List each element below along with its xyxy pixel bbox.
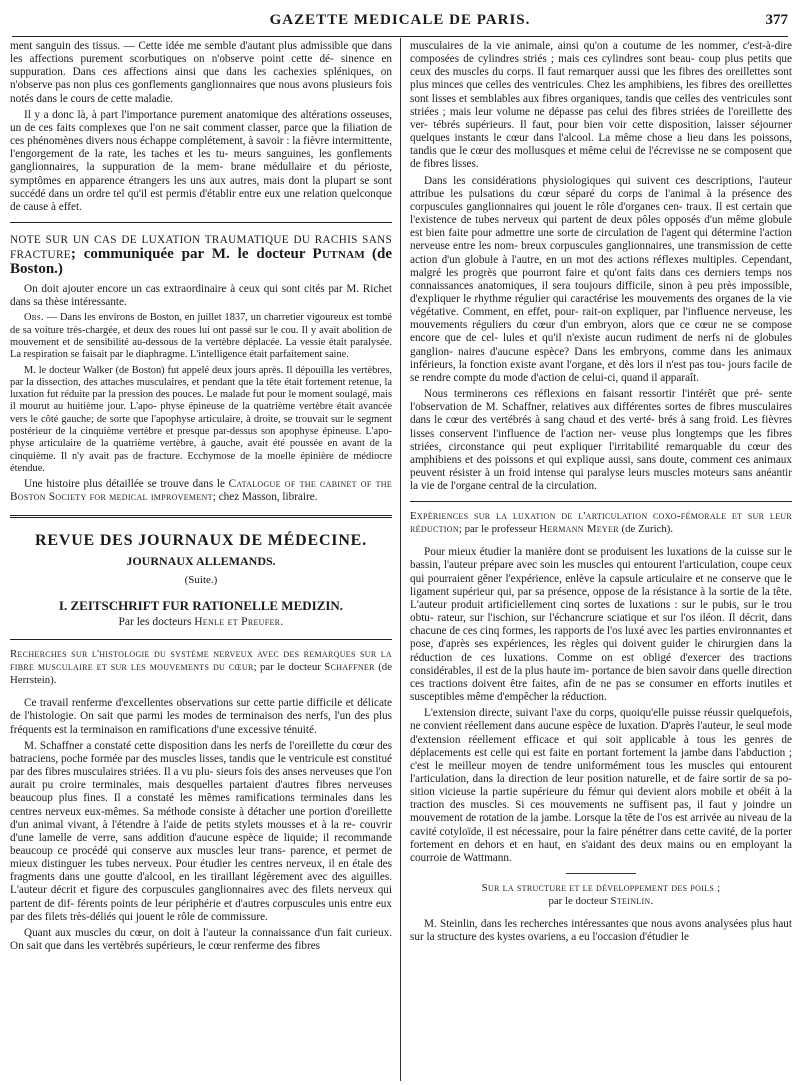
article-author: Hermann Meyer xyxy=(539,523,619,536)
paragraph: On doit ajouter encore un cas extraordinaire à ceux qui sont cités par M. Richet dans sa thèse intéressante. xyxy=(10,283,392,309)
section-rule xyxy=(410,501,792,502)
catalogue-publisher: ; chez Masson, libraire. xyxy=(212,491,318,504)
section-double-rule xyxy=(10,515,392,518)
catalogue-title: Catalogue of the cabinet of the Boston Society for medical improvement xyxy=(10,478,392,504)
article-byline: ; par le professeur xyxy=(458,523,537,536)
article-author-place: (de Zurich). xyxy=(621,523,674,536)
observation-text: — Dans les environs de Boston, en juillet 1837, un charretier vigoureux est tombé de sa voiture très-chargée, et deux des roues lui ont passé sur le cou. Il y avait abolition de mouvement et de sensibilité au-dessous de la vertèbre déplacée. La vessie était paralysée. La respiration se faisait par le diaphragme. L'intelligence était parfaitement saine. xyxy=(10,312,392,361)
editors-prefix: Par les docteurs xyxy=(118,616,192,629)
paragraph: Ce travail renferme d'excellentes observations sur cette partie difficile et délicate de l'histologie. On sait que parmi les modes de terminaison des nerfs, l'un des plus fréquents est la terminaison en ramifications d'une excessive ténuité. xyxy=(10,697,392,736)
observation-continued: M. le docteur Walker (de Boston) fut appelé deux jours après. Il dépouilla les vertèbres, par la dissection, des attaches musculaires, et pendant que la tête était fortement retenue, la luxation fut réduite par la pression des pouces. Le malade fut pour le moment soulagé, mais il mourut au huitième jour. L'apo- physe épineuse de la quatrième vertèbre était avancée vers le côté gauche; de sorte que l'apophyse articulaire, à droite, se trouvait sur le segment postérieur de la cinquième vertèbre et presque par-dessus son apophyse épineuse. L'apo- physe articulaire de la quatrième vertèbre, à gauche, avait été poussée en avant de la cinquième. Il n'y avait pas de fracture. Ecchymose de la moelle épinière de médiocre étendue. xyxy=(10,364,392,474)
journal-name: I. ZEITSCHRIFT FUR RATIONELLE MEDIZIN. xyxy=(58,597,344,613)
paragraph: Nous terminerons ces réflexions en faisant ressortir l'intérêt que pré- sente l'observation de M. Schaffner, relatives aux différentes sortes de fibres musculaires dans le cœur des vertébrés à sang chaud et des verté- brés à sang froid. Les fièvres lisses conservent l'influence de l'action ner- veuse plus longtemps que les fibres striées, circonstance qui peut expliquer l'irritabilité remarquable du cœur des amphibiens et des poissons et qui explique aussi, sans doute, comment ces animaux peuvent résister à un froid intense qui paralyse leurs muscles moteurs sans anéantir la vie de l'organe central de la circulation. xyxy=(410,388,792,493)
article-author-place: (de Herrstein). xyxy=(10,661,392,687)
page-header xyxy=(12,6,788,32)
paragraph: Dans les considérations physiologiques qui suivent ces descriptions, l'auteur attribue les pulsations du cœur séparé du corps de l'animal à la présence des corpuscules ganglionnaires qui jouent le rôle d'organes cen- traux. Il est certain que l'existence de tubes nerveux qui partent de deux pôles opposés d'un même globule est bien faite pour admettre une sorte de circulation de l'agent qui détermine l'action nerveuse entre les nom- breux corpuscules ganglionnaires, une transmission de cette action d'un globule à l'autre, en un mot des actions réflexes multiples. Cependant, malgré les progrès que pourront faire et qu'ont faits dans ces derniers temps nos connaissances anatomiques, il sera toujours difficile, sinon à peu près impossible, d'expliquer le rhythme régulier qui caractérise les mouvements des organes de la vie végétative. Comment, en effet, pour- rait-on expliquer, par l'influence nerveuse, les mouvements réguliers du cœur d'un embryon, alors que ce cœur ne se compose encore que de cel- lules et qu'il n'existe aucun rudiment de nerfs ni de globules ganglion- naires d'aucune espèce? Dans les embryons, comme dans les animaux inférieurs, la fonction existe avant l'organe, et dès lors il n'est pas tou- jours facile de se rendre compte du mode d'action de celui-ci, quand il apparaît. xyxy=(410,174,792,384)
paragraph: ment sanguin des tissus. — Cette idée me semble d'autant plus admissible que dans les affections purement scorbutiques on n'observe point cette dé- sinence en suppuration. Dans ces affections ainsi que dans les cachexies spléniques, on n'observe pas non plus ces gonflements ganglionnaires que nous avons plusieurs fois notés dans le cours de cette maladie. xyxy=(10,40,392,105)
article-heading xyxy=(410,882,792,908)
right-column xyxy=(410,40,792,1080)
article-author: Schaffner xyxy=(324,661,375,674)
article-byline: ; par le docteur xyxy=(253,661,321,674)
paragraph: Il y a donc là, à part l'importance purement anatomique des altérations osseuses, un de ces faits complexes que l'on ne sait comment classer, parce que la filiation de ces phénomènes divers nous échappe complétement, à savoir : la fièvre intermittente, l'engorgement de la rate, les taches et les tu- meurs sanguines, les gonflements ganglionnaires, la suppuration de la mem- brane médullaire et du périoste, symptômes en apparence étrangers les uns aux autres, mais dont la plupart se sont succédé dans un ordre tel qu'il est permis d'établir entre eux une relation quelconque de cause à effet. xyxy=(10,108,392,213)
observation-label: Obs. xyxy=(24,312,44,324)
paragraph: musculaires de la vie animale, ainsi qu'on a coutume de les nommer, c'est-à-dire composées de cylindres striés ; mais ces cylindres sont beau- coup plus petits que ceux des muscles du corps. Il faut remarquer aussi que les fibres des oreillettes sont plus minces que celles des ventricules. Chez les amphibiens, les fibres des oreillettes sont lisses et semblables aux fibres organiques, tandis que celles des ventricules sont striées ; mais leur volume ne dépasse pas celui des fibres striées de l'oreillette des ver- tébrés supérieurs. Il faut, pour bien voir cette disposition, laisser séjourner quelques instants le cœur dans l'alcool. La même chose a lieu dans les poissons, tandis que le cœur des mollusques et même celui de l'écrevisse ne se composent que de fibres lisses. xyxy=(410,40,792,171)
paragraph: L'extension directe, suivant l'axe du corps, quoiqu'elle puisse réussir quelquefois, ne convient réellement dans aucune espèce de luxation. D'après l'auteur, le seul mode d'extension réellement efficace et qui soit applicable à tous les genres de déplacements est celle qui est faite en portant fortement la jambe dans l'abduction ; c'est le meilleur moyen de tendre uniformément tous les muscles qui entourent l'articulation, dans la direction de leur position naturelle, et de faire sortir de sa po- sition vicieuse la partie supérieure du fémur qui devient alors mobile et obéit à la traction des muscles. Si ces mouvements ne suffisent pas, il faut y joindre un mouvement de rotation de la jambe. Lorsque la tête de l'os est arrivée au niveau de la cavité cotyloïde, il est nécessaire, pour la faire pénétrer dans cette cavité, de la porter fortement en dehors et en haut, en s'aidant des deux mains ou en employant la courroie de Wattmann. xyxy=(410,707,792,864)
section-rule xyxy=(10,222,392,223)
subsection-title: JOURNAUX ALLEMANDS. xyxy=(126,553,276,568)
short-rule xyxy=(566,873,636,874)
paragraph: M. Steinlin, dans les recherches intéressantes que nous avons analysées plus haut sur la structure des kystes ovariens, a eu l'occasion d'étudier le xyxy=(410,918,792,944)
article-title: Sur la structure et le développement des poils ; xyxy=(481,882,721,895)
column-divider xyxy=(400,38,401,1081)
article-heading xyxy=(10,648,392,687)
paragraph: M. Schaffner a constaté cette disposition dans les nerfs de l'oreillette du cœur des batraciens, poche formée par des muscles lisses, tandis que le ventricule est constitué par des fibres musculaires striées. Il a vu plu- sieurs fois des anses nerveuses que l'on aurait pu croire terminales, mais desquelles partaient d'autres fibres nerveuses beaucoup plus fines. Il a constaté les mêmes ramifications terminales dans les centres nerveux eux-mêmes. Sa méthode consiste à détacher une portion d'oreillette d'un animal vivant, à l'étendre à l'aide de petits stylets mousses et à la re- couvrir d'une lamelle de verre, sans addition d'aucune espèce de liquide; il recommande beaucoup ce procédé qui conserve aux muscles leur trans- parence, et permet de mieux distinguer les tubes nerveux. Pour étudier les centres nerveux, il en étale des fragments dans une goutte d'alcool, en les tiraillant légèrement avec des aiguilles. L'auteur décrit et figure des corpuscules ganglionnaires avec des filets nerveux qui partent de dif- férents points de leur périphérie et d'autres corpuscules unis entre eux par des filets très-déliés qui jouent le rôle de commissure. xyxy=(10,739,392,923)
article-author: Steinlin. xyxy=(610,895,654,908)
paragraph xyxy=(10,478,392,504)
journal-title: GAZETTE MEDICALE DE PARIS. xyxy=(269,12,531,28)
note-title-caps: NOTE SUR UN CAS DE LUXATION TRAUMATIQUE DU RACHIS SANS FRACTURE xyxy=(10,234,392,262)
note-title-rest: ; communiquée par M. le docteur xyxy=(70,246,306,263)
observation xyxy=(10,312,392,361)
paragraph: Quant aux muscles du cœur, on doit à l'auteur la connaissance d'un fait curieux. On sait que dans les vertèbrés supérieurs, le cœur renferme des fibres xyxy=(10,926,392,953)
page-number: 377 xyxy=(765,12,788,28)
article-byline: par le docteur xyxy=(548,895,608,908)
section-rule xyxy=(10,639,392,640)
paragraph: Pour mieux étudier la manière dont se produisent les luxations de la cuisse sur le bassin, l'auteur prépare avec soin les muscles qui entourent l'articulation, coupe ceux qui pourraient gêner l'expérience, enlève la capsule articulaire et ne conserve que le ligament supérieur qui, par sa présence, oppose de la résistance à la sortie de la tête. L'auteur produit artificiellement cinq sortes de luxations : sur le pubis, sur le trou obtu- rateur, sur l'ischion, sur l'échancrure sciatique et sur l'os iléon. Il décrit, dans chacune de ces cinq formes, les rapports de l'os luxé avec les parties environnantes et pose, d'après ses expériences, les règles qui doivent guider le chirurgien dans la réduction de ces luxations. Comme on est obligé d'exercer des tractions considérables, il est de la plus haute im- portance de bien savoir dans quelle direction ces tractions doivent être faites, afin de ne pas se consumer en efforts inutiles et susceptibles même d'empêcher la réduction. xyxy=(410,546,792,704)
article-heading xyxy=(410,510,792,536)
left-column xyxy=(10,40,392,1080)
note-title xyxy=(10,233,392,277)
editors-names: Henle et Preufer. xyxy=(194,616,284,629)
note-author-place: (de Boston.) xyxy=(10,246,392,278)
note-author: Putnam xyxy=(312,246,366,263)
article-title: Expériences sur la luxation de l'articulation coxo-fémorale et sur leur réduction xyxy=(410,510,792,536)
header-rule xyxy=(12,36,788,37)
article-title: Recherches sur l'histologie du système nerveux avec des remarques sur la fibre musculaire et sur les mouvements du cœur xyxy=(10,648,392,674)
catalogue-intro: Une histoire plus détaillée se trouve dans le xyxy=(24,478,225,491)
section-title: REVUE DES JOURNAUX DE MÉDECINE. xyxy=(35,531,367,549)
journal-editors xyxy=(10,616,392,629)
continuation-note: (Suite.) xyxy=(184,573,218,586)
